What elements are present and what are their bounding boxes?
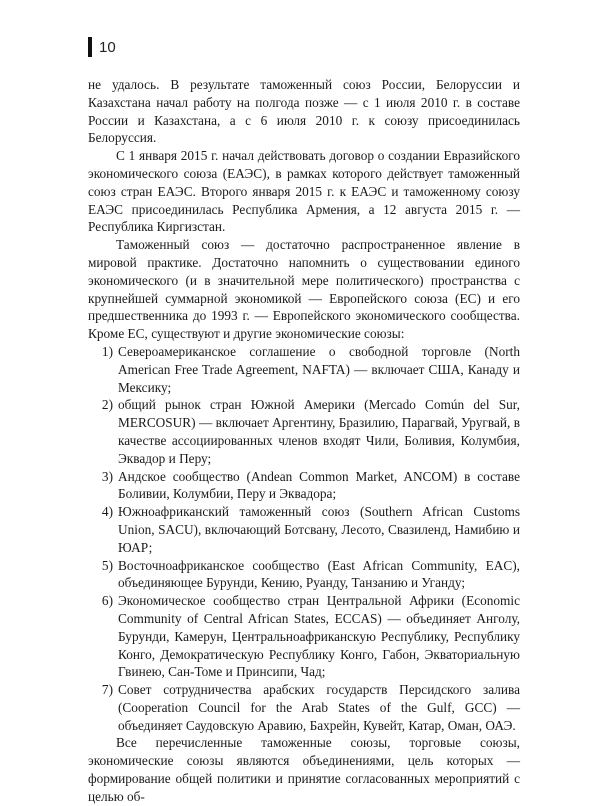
paragraph: С 1 января 2015 г. начал действовать договор о создании Евразийского экономического союза (ЕАЭС), в рамках которого действует таможенный союз стран ЕАЭС. Второго января 2015 г. к ЕАЭС и таможенному союзу ЕАЭС присоединилась Республика Армения, а 12 августа 2015 г. — Республика Киргизстан.	[88, 148, 520, 235]
list-item-number: 2)	[101, 397, 113, 413]
union-list	[88, 343, 520, 735]
list-item	[88, 592, 520, 681]
list-item	[88, 468, 520, 504]
list-item	[88, 503, 520, 556]
header-bar	[88, 37, 92, 57]
list-item	[88, 343, 520, 396]
list-item	[88, 681, 520, 734]
list-item-text: Экономическое сообщество стран Центральной Африки (Economic Community of Central African States, ECCAS) — объединяет Анголу, Бурунди, Камерун, Центральноафриканскую Республику, Республику Конго, Демократическую Республику Конго, Габон, Экваториальную Гвинею, Сан-Томе и Принсипи, Чад;	[118, 593, 520, 680]
list-item-text: общий рынок стран Южной Америки (Mercado Común del Sur, MERCOSUR) — включает Аргентину, Бразилию, Парагвай, Уругвай, в качестве ассоциированных членов входят Чили, Боливия, Колумбия, Эквадор и Перу;	[118, 397, 520, 466]
closing-paragraph: Все перечисленные таможенные союзы, торговые союзы, экономические союзы являются объединениями, цель которых — формирование общей политики и принятие согласованных мероприятий с целью об-	[88, 735, 520, 804]
paragraph: не удалось. В результате таможенный союз России, Белоруссии и Казахстана начал работу на полгода позже — с 1 июля 2010 г. в составе России и Казахстана, а с 6 июля 2010 г. к союзу присоединилась Белоруссия.	[88, 77, 520, 146]
list-item-text: Восточноафриканское сообщество (East African Community, EAC), объединяющее Бурунди, Кению, Руанду, Танзанию и Уганду;	[118, 557, 520, 591]
list-item-number: 4)	[101, 504, 113, 520]
list-item	[88, 557, 520, 593]
page-header	[88, 36, 116, 58]
paragraph: Таможенный союз — достаточно распространенное явление в мировой практике. Достаточно напомнить о существовании единого экономического (и в значительной мере политического) пространства с крупнейшей суммарной экономикой — Европейского союза (ЕС) и его предшественника до 1993 г. — Европейского экономического сообщества. Кроме ЕС, существуют и другие экономические союзы:	[88, 237, 520, 342]
list-item-text: Совет сотрудничества арабских государств Персидского залива (Cooperation Council for the Arab States of the Gulf, GCC) — объединяет Саудовскую Аравию, Бахрейн, Кувейт, Катар, Оман, ОАЭ.	[118, 682, 520, 733]
list-item-number: 7)	[101, 682, 113, 698]
list-item-text: Североамериканское соглашение о свободной торговле (North American Free Trade Agreement, NAFTA) — включает США, Канаду и Мексику;	[118, 343, 520, 395]
list-item-text: Южноафриканский таможенный союз (Southern African Customs Union, SACU), включающий Ботсвану, Лесото, Свазиленд, Намибию и ЮАР;	[118, 504, 520, 555]
list-item	[88, 396, 520, 467]
list-item-number: 1)	[101, 343, 113, 359]
body-text	[88, 76, 520, 806]
list-item-number: 6)	[101, 593, 113, 609]
list-item-text: Андское сообщество (Andean Common Market, ANCOM) в составе Боливии, Колумбии, Перу и Эквадора;	[118, 468, 520, 502]
page-number: 10	[99, 38, 116, 56]
list-item-number: 5)	[101, 557, 113, 573]
list-item-number: 3)	[101, 468, 113, 484]
